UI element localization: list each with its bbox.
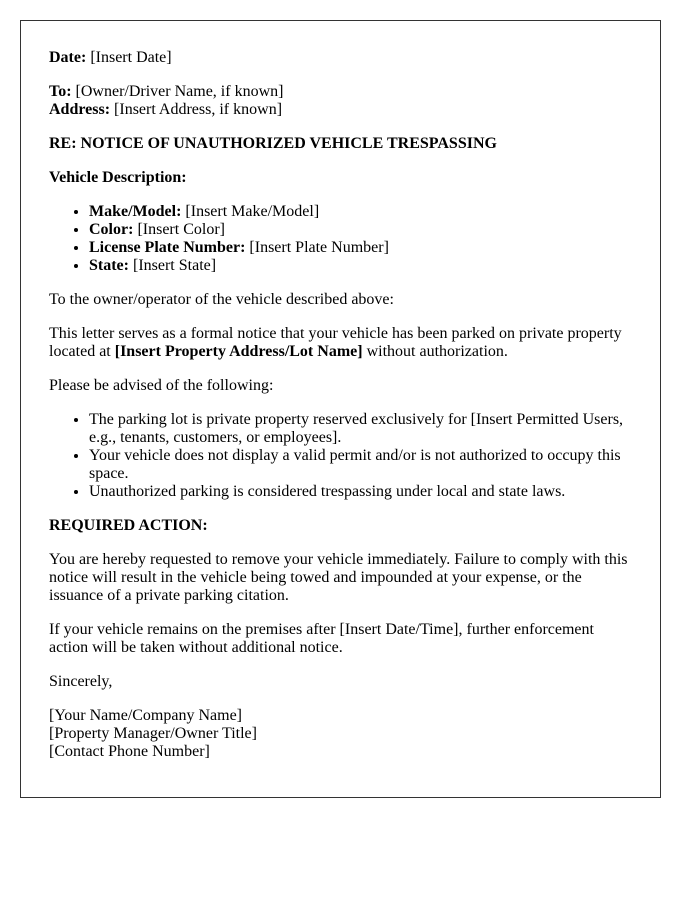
to-label: To:	[49, 83, 72, 100]
item-label: Color:	[89, 221, 134, 238]
signature-name: [Your Name/Company Name]	[49, 707, 243, 724]
item-value: [Insert Plate Number]	[249, 239, 389, 256]
list-item	[89, 257, 632, 275]
address-value: [Insert Address, if known]	[114, 101, 283, 118]
vehicle-list	[49, 203, 632, 275]
notice-paragraph	[49, 325, 632, 361]
item-value: [Insert State]	[132, 257, 217, 274]
salutation: To the owner/operator of the vehicle described above:	[49, 291, 394, 308]
points-list	[49, 411, 632, 501]
date-label: Date:	[49, 49, 87, 66]
item-label: Make/Model:	[89, 203, 182, 220]
notice-text: This letter serves as a formal notice that your vehicle has been parked on private property located at	[49, 325, 622, 360]
list-item	[89, 239, 632, 257]
item-value: [Insert Color]	[137, 221, 225, 238]
required-text: You are hereby requested to remove your vehicle immediately. Failure to comply with this notice will result in the vehicle being towed and impounded at your expense, or the issuance of a private parking citation.	[49, 551, 628, 604]
property-address: [Insert Property Address/Lot Name]	[114, 343, 363, 360]
closing: Sincerely,	[49, 673, 113, 690]
advised-line: Please be advised of the following:	[49, 377, 274, 394]
notice-text-end: without authorization.	[362, 343, 508, 360]
vehicle-heading: Vehicle Description:	[49, 169, 187, 186]
item-label: License Plate Number:	[89, 239, 246, 256]
subject-line: RE: NOTICE OF UNAUTHORIZED VEHICLE TRESPASSING	[49, 135, 497, 152]
signature-block	[49, 707, 632, 761]
list-item	[89, 203, 632, 221]
further-text: If your vehicle remains on the premises after [Insert Date/Time], further enforcement action will be taken without additional notice.	[49, 621, 594, 656]
list-item: • The parking lot is private property reserved exclusively for [Insert Permitted Users, e.g., tenants, customers, or employees].	[89, 411, 632, 447]
item-label: State:	[89, 257, 129, 274]
item-value: [Insert Make/Model]	[185, 203, 320, 220]
signature-phone: [Contact Phone Number]	[49, 743, 210, 760]
list-item	[89, 221, 632, 239]
letter	[20, 20, 661, 798]
list-item: • Your vehicle does not display a valid permit and/or is not authorized to occupy this space.	[89, 447, 632, 483]
address-label: Address:	[49, 101, 111, 118]
required-heading: REQUIRED ACTION:	[49, 517, 208, 534]
list-item: • Unauthorized parking is considered trespassing under local and state laws.	[89, 483, 632, 501]
date-value: [Insert Date]	[90, 49, 172, 66]
date-line	[49, 49, 632, 67]
recipient-block	[49, 83, 632, 119]
signature-title: [Property Manager/Owner Title]	[49, 725, 257, 742]
to-value: [Owner/Driver Name, if known]	[75, 83, 284, 100]
